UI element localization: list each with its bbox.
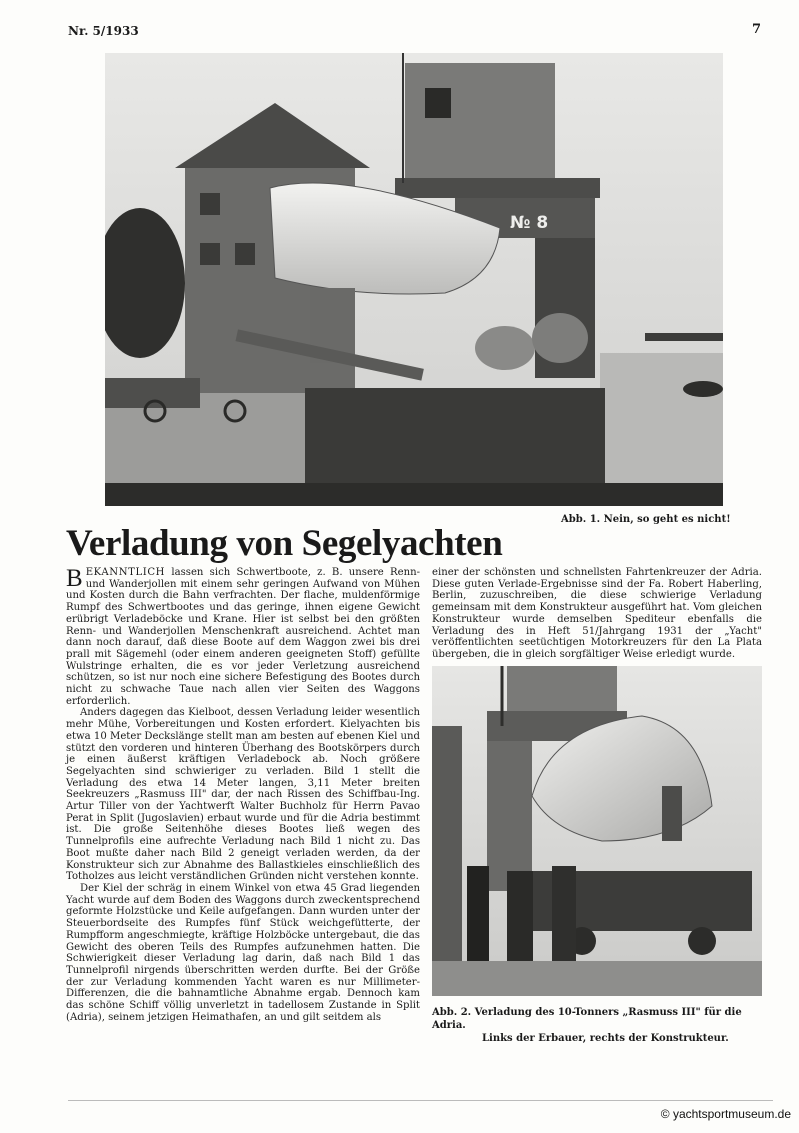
paragraph-3: Der Kiel der schräg in einem Winkel von etwa 45 Grad liegenden Yacht wurde auf dem Boden des Waggons durch zweckentsprechend geformte Holzstücke und Keile aufgefangen. Dann wurden unter der Steuerbordseite des Rumpfes fünf Stück weichgefütterte, der Rumpfform angeschmiegte, kräftige Holzböcke untergebaut, die das Gewicht des oberen Teils des Rumpfes aufzunehmen hatten. Die Schwierigkeit dieser Verladung lag darin, daß nach Bild 1 das Tunnelprofil nirgends überschritten werden durfte. Bei der Größe der zur Verladung kommenden Yacht waren es nur Millimeter-Differenzen, die die bahnamtliche Abnahme ergab. Dennoch kam das schöne Schiff völlig unverletzt in tadellosem Zustande in Split (Adria), seinem jetzigen Heimathafen, an und gilt seitdem als [66,882,420,1023]
paragraph-2: Anders dagegen das Kielboot, dessen Verladung leider wesentlich mehr Mühe, Vorbereitungen und Kosten erfordert. Kielyachten bis etwa 10 Meter Deckslänge stellt man am besten auf ebenen Kiel und stützt den vorderen und hinteren Überhang des Bootskörpers durch je einen äußerst kräftigen Verladebock ab. Noch größere Segelyachten sind schwieriger zu verladen. Bild 1 stellt die Verladung des etwa 14 Meter langen, 3,11 Meter breiten Seekreuzers „Rasmuss III" dar, der nach Rissen des Schiffbau-Ing. Artur Tiller von der Yachtwerft Walter Buchholz für Herrn Pavao Perat in Split (Jugoslavien) erbaut wurde und für die Adria bestimmt ist. Die große Seitenhöhe dieses Bootes ließ wegen des Tunnelprofils eine aufrechte Verladung nach Bild 1 nicht zu. Das Boot mußte daher nach Bild 2 geneigt verladen werden, da der Konstrukteur sich zur Abnahme des Ballastkieles einschließlich des Totholzes aus leicht verständlichen Gründen nicht verstehen konnte. [66,707,420,883]
painted-number-label: № 8 [510,213,549,233]
paragraph-1 [66,567,420,707]
watermark: © yachtsportmuseum.de [660,1107,791,1121]
figure-2-caption-line-1: Abb. 2. Verladung des 10-Tonners „Rasmuss III" für die Adria. [432,1007,742,1031]
figure-2-caption [432,1006,772,1045]
drop-cap: B [66,565,83,592]
figure-2-caption-line-2: Links der Erbauer, rechts der Konstrukteur. [482,1033,729,1044]
paragraph-4: einer der schönsten und schnellsten Fahrtenkreuzer der Adria. Diese guten Verlade-Ergebnisse sind der Fa. Robert Haberling, Berlin, zuzuschreiben, die diese schwierige Verladung gemeinsam mit dem Konstrukteur ausgeführt hat. Vom gleichen Konstrukteur wurde demselben Spediteur ebenfalls die Verladung des in Heft 51/Jahrgang 1931 der „Yacht" veröffentlichten seetüchtigen Motorkreuzers für den La Plata übergeben, die in gleich sorgfältiger Weise erledigt wurde. [432,567,762,660]
article-title: Verladung von Segelyachten [66,523,503,564]
photo-yacht-tilted-on-wagon [432,666,762,996]
figure-1-caption: Abb. 1. Nein, so geht es nicht! [561,514,731,525]
article-column-right [432,567,762,661]
footer-rule [68,1100,773,1101]
photo-yacht-loading-crane [105,53,723,506]
page-header [68,24,761,38]
page-number: 7 [751,22,761,37]
article-column-left [66,567,420,1023]
opening-word: EKANNTLICH [85,567,166,578]
paragraph-1-text: lassen sich Schwertboote, z. B. unsere Renn- und Wanderjollen mit einem sehr geringen Aufwand von Mühen und Kosten durch die Bahn verfrachten. Der flache, muldenförmige Rumpf des Schwertbootes und das geringe, ihnen eigene Gewicht erübrigt Verladeböcke und Krane. Hier ist selbst bei den größten Renn- und Wanderjollen Menschenkraft ausreichend. Achtet man dann noch darauf, daß diese Boote auf dem Waggon zwei bis drei prall mit Sägemehl (oder einem anderen geeigneten Stoff) gefüllte Wulstringe erhalten, die es vor jeder Verletzung ausreichend schützen, so ist nur noch eine sichere Befestigung des Bootes durch nicht zu schwache Taue nach allen vier Seiten des Waggons erforderlich. [66,567,420,707]
issue-number: Nr. 5/1933 [68,24,139,38]
